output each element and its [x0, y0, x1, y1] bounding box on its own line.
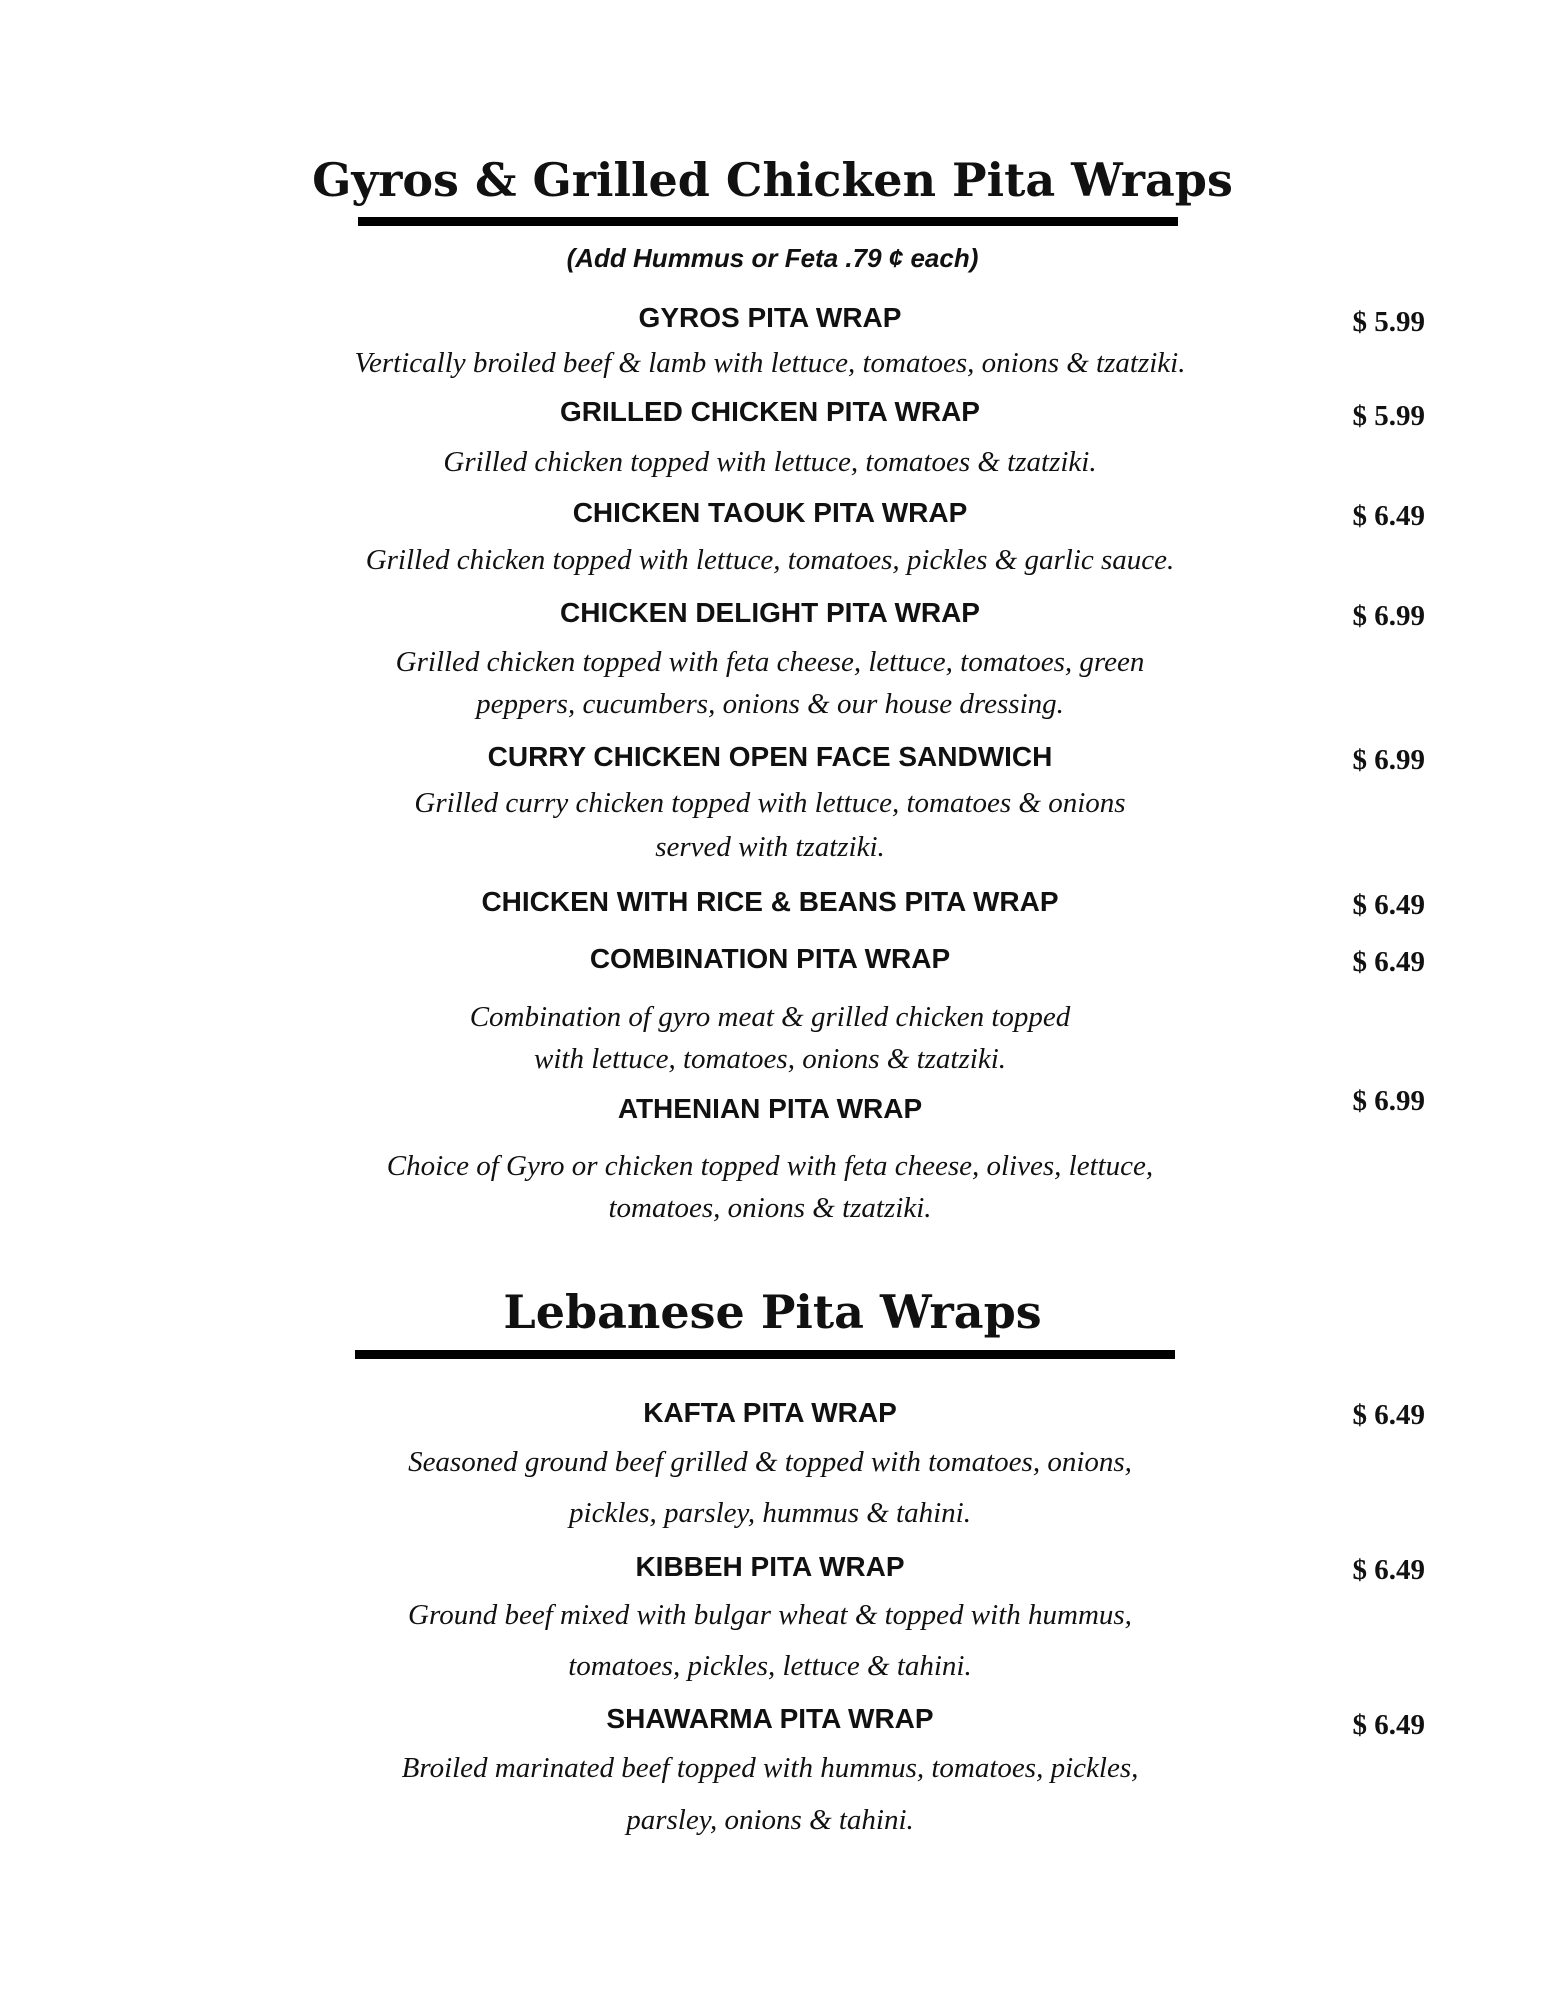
item-price: $ 6.99	[1352, 1085, 1425, 1117]
item-price: $ 6.49	[1352, 1399, 1425, 1431]
item-price: $ 6.99	[1352, 600, 1425, 632]
item-name-chicken-taouk-pita-wrap: CHICKEN TAOUK PITA WRAP	[572, 497, 968, 528]
add-on-note: (Add Hummus or Feta .79 ¢ each)	[566, 243, 979, 273]
item-name-athenian-pita-wrap: ATHENIAN PITA WRAP	[617, 1093, 923, 1124]
item-name-kafta-pita-wrap: KAFTA PITA WRAP	[643, 1397, 897, 1428]
item-description: served with tzatziki.	[655, 831, 885, 863]
item-description: Grilled curry chicken topped with lettuce, tomatoes & onions	[414, 787, 1126, 819]
item-description: Combination of gyro meat & grilled chicken topped	[469, 1001, 1071, 1033]
item-description: Seasoned ground beef grilled & topped with tomatoes, onions,	[408, 1446, 1132, 1478]
item-name-chicken-delight-pita-wrap: CHICKEN DELIGHT PITA WRAP	[560, 597, 980, 628]
item-name-curry-chicken-open-face-sandwich: CURRY CHICKEN OPEN FACE SANDWICH	[487, 741, 1053, 772]
item-price: $ 5.99	[1352, 306, 1425, 338]
item-description: Broiled marinated beef topped with hummus, tomatoes, pickles,	[401, 1752, 1139, 1784]
item-description: Vertically broiled beef & lamb with lettuce, tomatoes, onions & tzatziki.	[354, 347, 1186, 379]
section-title-gyros: Gyros & Grilled Chicken Pita Wraps	[312, 153, 1233, 207]
item-name-grilled-chicken-pita-wrap: GRILLED CHICKEN PITA WRAP	[560, 396, 980, 427]
item-name-kibbeh-pita-wrap: KIBBEH PITA WRAP	[635, 1551, 905, 1582]
section-divider	[355, 1350, 1175, 1359]
item-description: tomatoes, pickles, lettuce & tahini.	[568, 1650, 972, 1682]
item-description: peppers, cucumbers, onions & our house dressing.	[476, 688, 1064, 720]
item-description: Ground beef mixed with bulgar wheat & topped with hummus,	[408, 1599, 1132, 1631]
item-price: $ 6.49	[1352, 946, 1425, 978]
item-price: $ 6.49	[1352, 500, 1425, 532]
item-name-chicken-rice-beans-pita-wrap: CHICKEN WITH RICE & BEANS PITA WRAP	[481, 886, 1059, 917]
item-price: $ 6.99	[1352, 744, 1425, 776]
item-name-gyros-pita-wrap: GYROS PITA WRAP	[638, 302, 902, 333]
section-title-lebanese: Lebanese Pita Wraps	[503, 1285, 1042, 1339]
item-description: pickles, parsley, hummus & tahini.	[569, 1497, 971, 1529]
item-description: Grilled chicken topped with feta cheese, lettuce, tomatoes, green	[395, 646, 1145, 678]
item-price: $ 5.99	[1352, 400, 1425, 432]
item-price: $ 6.49	[1352, 1709, 1425, 1741]
item-description: Grilled chicken topped with lettuce, tomatoes, pickles & garlic sauce.	[365, 544, 1175, 576]
item-description: with lettuce, tomatoes, onions & tzatziki.	[533, 1043, 1007, 1075]
item-description: tomatoes, onions & tzatziki.	[608, 1192, 932, 1224]
item-name-shawarma-pita-wrap: SHAWARMA PITA WRAP	[606, 1703, 934, 1734]
item-description: Choice of Gyro or chicken topped with feta cheese, olives, lettuce,	[386, 1150, 1154, 1182]
item-name-combination-pita-wrap: COMBINATION PITA WRAP	[589, 943, 951, 974]
item-description: Grilled chicken topped with lettuce, tomatoes & tzatziki.	[443, 446, 1097, 478]
item-price: $ 6.49	[1352, 1554, 1425, 1586]
section-divider	[358, 217, 1178, 226]
item-price: $ 6.49	[1352, 889, 1425, 921]
item-description: parsley, onions & tahini.	[626, 1804, 914, 1836]
